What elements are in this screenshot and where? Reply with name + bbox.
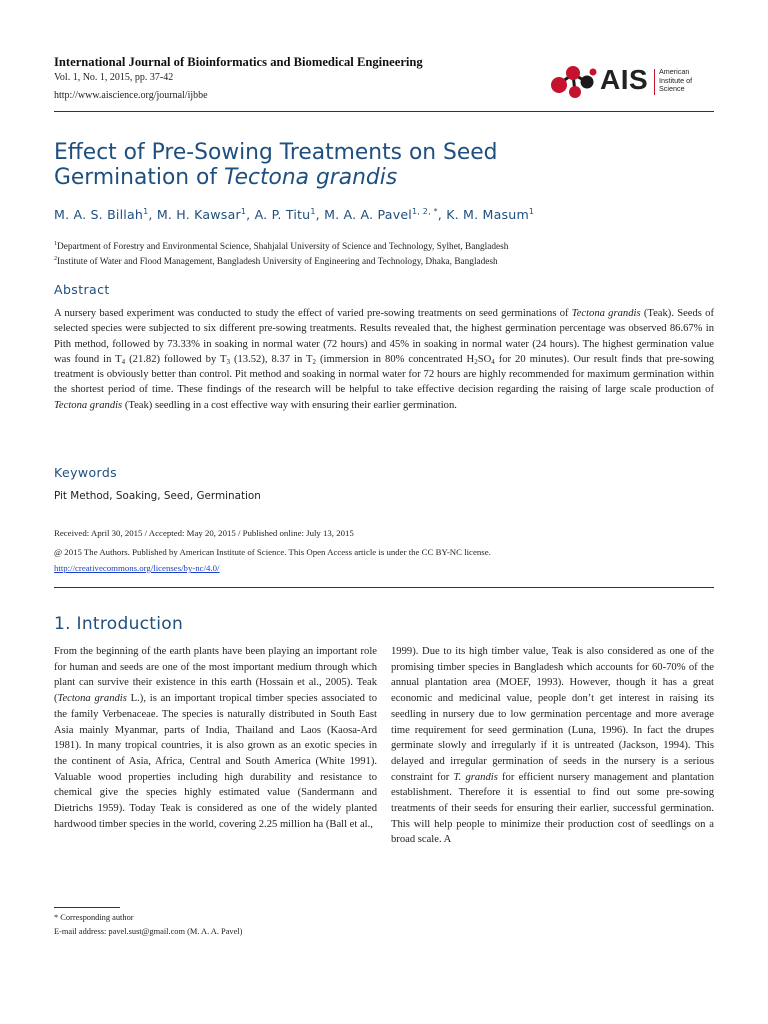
affiliation-1: $^1$Department of Forestry and Environmental Science, Shahjalal University of Science and Technology, Sylhet, Bangladesh (54, 241, 509, 252)
author-name: M. H. Kawsar (156, 207, 241, 222)
introduction-left-column: From the beginning of the earth plants have been playing an important role for human and seeds are one of the most important medium through which plant can survive their existence in this earth (Hossain et al., 2005). Teak (Tectona grandis L.), is an important tropical timber species associated to the family Verbenaceae. The species is naturally distributed in South East Asia mainly Myanmar, parts of India, Thailand and Laos (Kaosa-Ard 1981). In many tropical countries, it is also grown as an exotic species in the continent of Asia, Africa, Central and South America (White 1991). Valuable wood properties including high durability and resistance to chemical give the species highly estimated value (Sandermann and Dietrichs 1959). Today Teak is considered as one of the widely planted hardwood timber species in the world, covering 2.25 million ha (Ball et al., (54, 646, 378, 830)
footnote-divider (54, 907, 120, 908)
footnote-email: E-mail address: pavel.sust@gmail.com (M. A. A. Pavel) (54, 927, 243, 936)
journal-title: International Journal of Bioinformatics and Biomedical Engineering (54, 55, 423, 69)
logo-subtitle: American Institute of Science (659, 67, 693, 94)
publication-dates: Received: April 30, 2015 / Accepted: May 20, 2015 / Published online: July 13, 2015 (54, 528, 354, 538)
molecule-logo-icon (549, 64, 599, 100)
author-list: M. A. S. Billah$^1$, M. H. Kawsar$^1$, A. P. Titu$^1$, M. A. A. Pavel$^{1, 2, *}$, K. M. Masum$^1$ (54, 207, 535, 222)
keywords-text: Pit Method, Soaking, Seed, Germination (54, 490, 261, 502)
logo-divider (654, 69, 655, 95)
introduction-right-column: 1999). Due to its high timber value, Teak is also considered as one of the promising timber species in Bangladesh which accounts for 60-70% of the annual plantation area (MOEF, 1993). However, though it has a great economic and medicinal value, people don’t get interest in raising its seedling in nursery due to low germination percentage and more average time requirement for seed germination (Luna, 1996). In fact the drupes germinate slowly and irregularly if it is untreated (Jackson, 1994). This delayed and irregular germination of seeds in the nursery is a serious constraint for T. grandis for efficient nursery management and plantation establishment. Therefore it is essential to find out some pre-sowing treatments of their seeds for ensuring their earlier, successful germination. This will help people to minimize their production cost of seedlings on a broad scale. A (391, 646, 714, 846)
author-name: A. P. Titu (254, 207, 311, 222)
introduction-heading: 1. Introduction (54, 614, 184, 634)
keywords-heading: Keywords (54, 465, 118, 480)
license-link[interactable]: http://creativecommons.org/licenses/by-nc/4.0/ (54, 563, 220, 573)
journal-volume: Vol. 1, No. 1, 2015, pp. 37-42 (54, 72, 174, 83)
author-name: M. A. A. Pavel (324, 207, 412, 222)
author-name: K. M. Masum (446, 207, 529, 222)
logo-text: AIS (600, 64, 649, 95)
affiliation-2: $^2$Institute of Water and Flood Management, Bangladesh University of Engineering and Technology, Dhaka, Bangladesh (54, 256, 498, 267)
author-name: M. A. S. Billah (54, 207, 144, 222)
abstract-heading: Abstract (54, 282, 110, 297)
copyright-notice: @ 2015 The Authors. Published by American Institute of Science. This Open Access article is under the CC BY-NC license. (54, 547, 491, 557)
journal-url[interactable]: http://www.aiscience.org/journal/ijbbe (54, 90, 208, 101)
section-divider (54, 587, 714, 588)
footnote-corresponding: * Corresponding author (54, 913, 134, 922)
paper-title: Effect of Pre-Sowing Treatments on Seed Germination of Tectona grandis (54, 140, 498, 190)
abstract-text: A nursery based experiment was conducted to study the effect of varied pre-sowing treatments on seed germinations of Tectona grandis (Teak). Seeds of selected species were subjected to six different pre-sowing treatments. Results revealed that, the highest germination percentage was observed 86.67% in Pith method, followed by 73.33% in soaking in normal water (72 hours) and 45% in soaking in normal water (24 hours). The highest germination value was found in $T_4$ (21.82) followed by $T_3$ (13.52), 8.37 in $T_2$ (immersion in 80% concentrated $H_2SO_4$ for 20 minutes). Our result finds that pre-sowing treatment is obviously better than control. Pit method and soaking in normal water for 72 hours are highly recommended for maximum germination within the shortest period of time. These findings of the research will be helpful to take effective decision regarding the raising of large scale production of Tectona grandis (Teak) seedling in a cost effective way with ensuring their earlier germination. (54, 308, 714, 411)
header-divider (54, 111, 714, 112)
